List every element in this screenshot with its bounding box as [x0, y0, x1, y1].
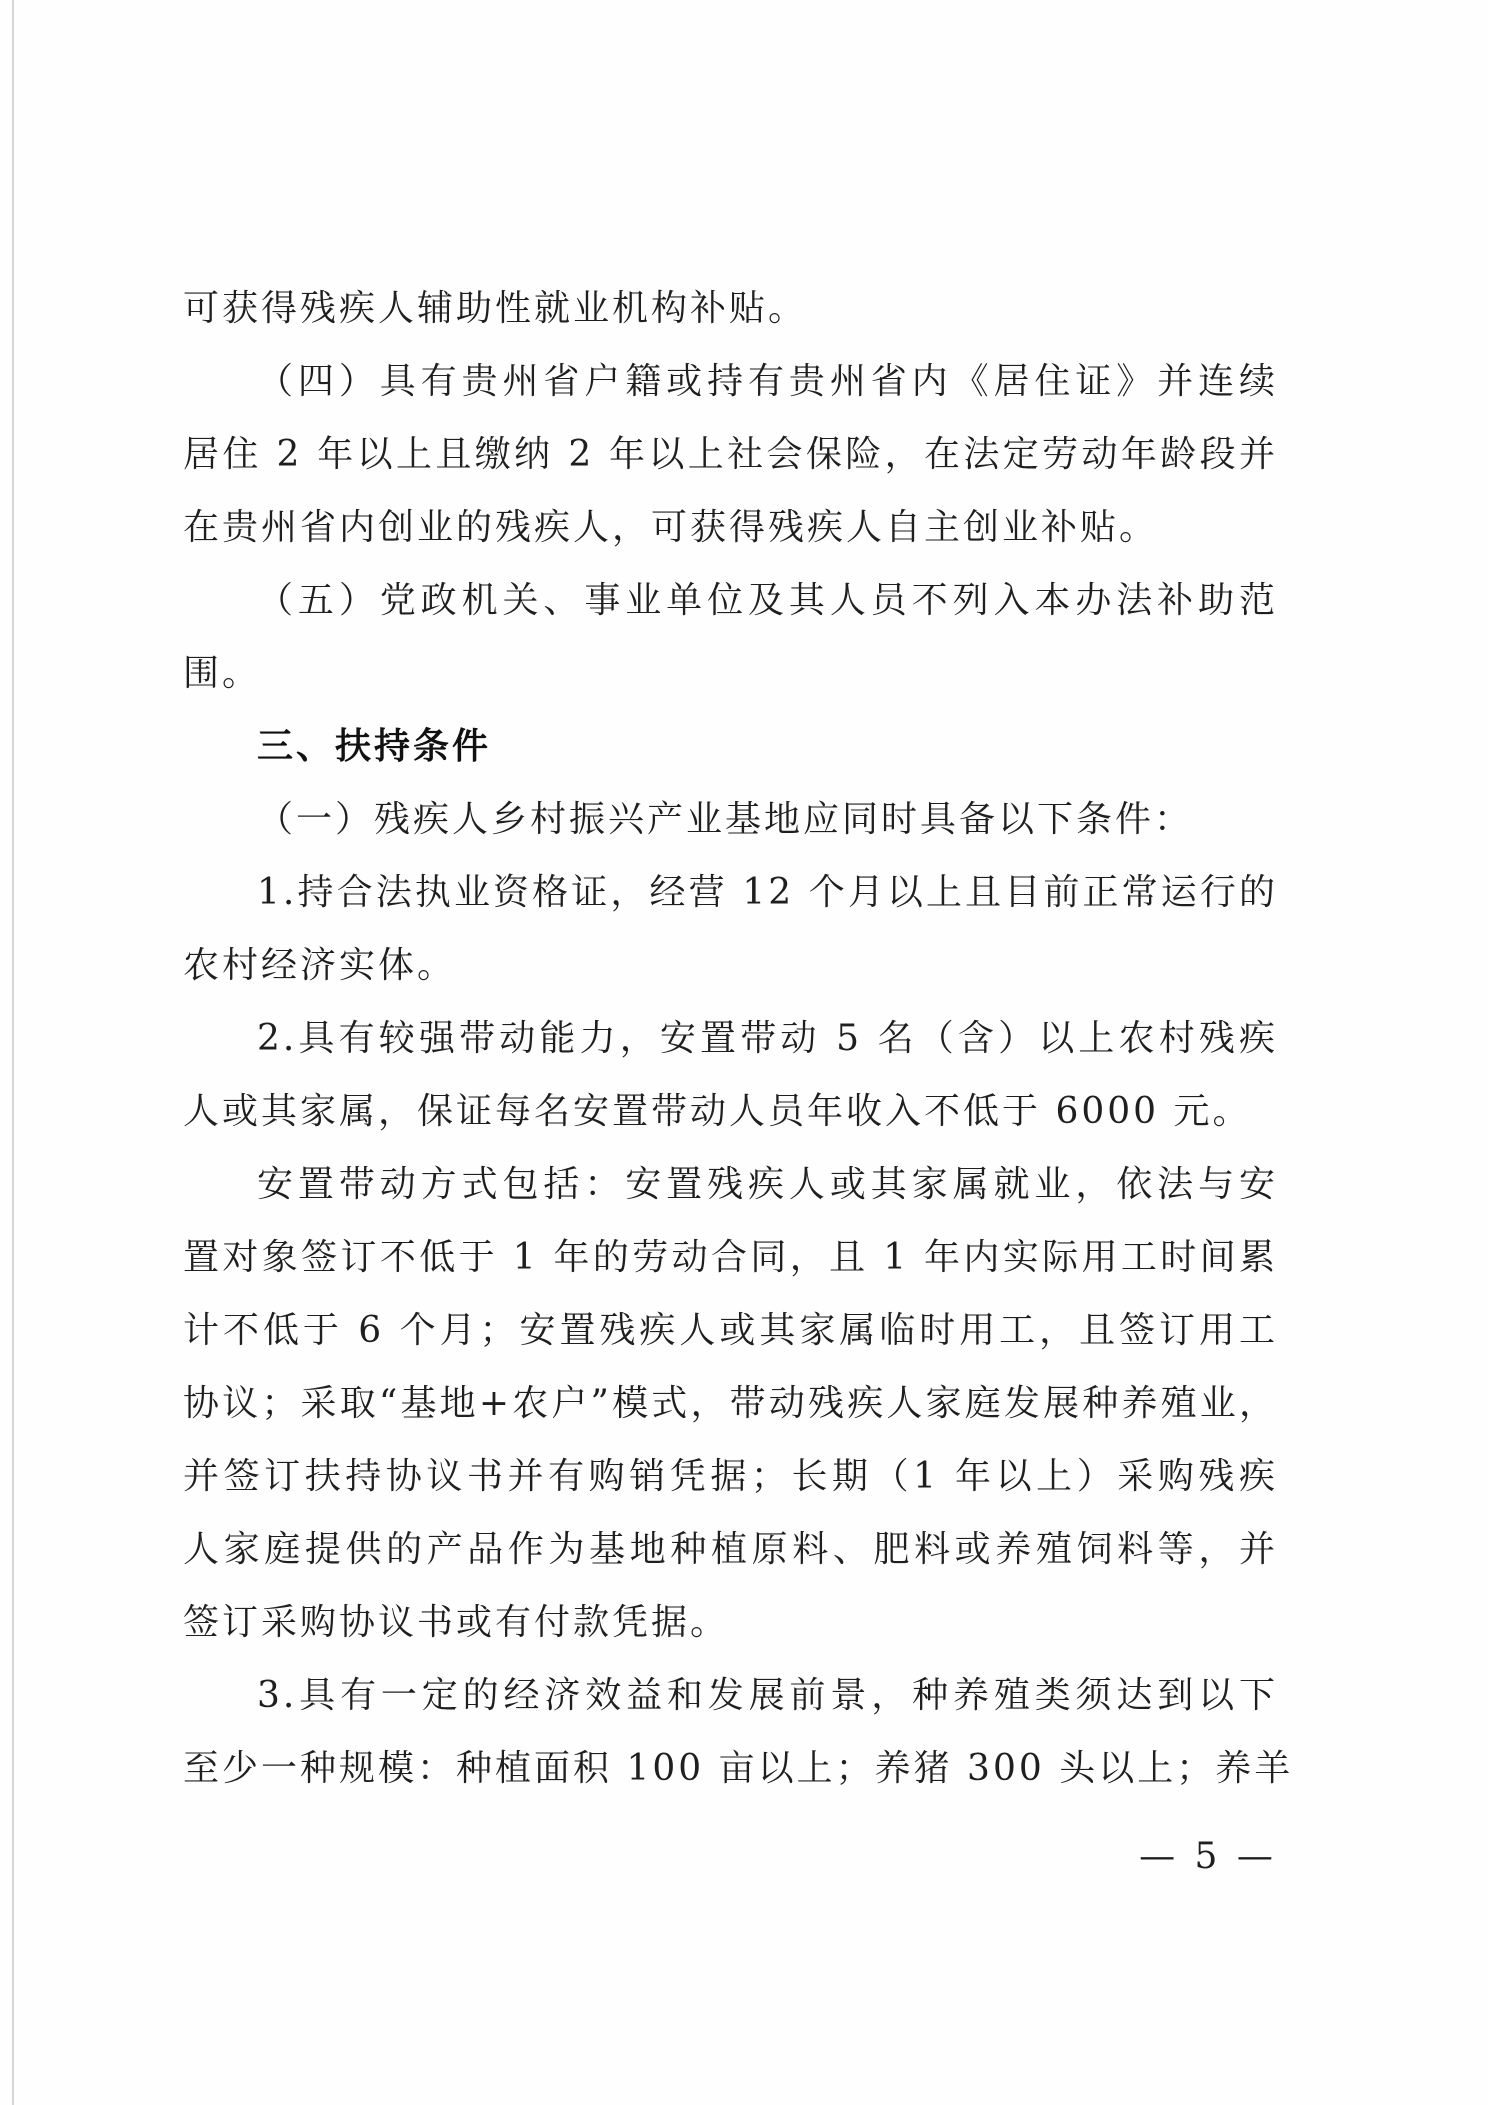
paragraph-line: 2.具有较强带动能力，安置带动 5 名（含）以上农村残疾 [257, 1018, 1278, 1059]
paragraph-line: 签订采购协议书或有付款凭据。 [183, 1602, 730, 1643]
paragraph-line: （五）党政机关、事业单位及其人员不列入本办法补助范 [257, 580, 1278, 621]
paragraph-line: 至少一种规模：种植面积 100 亩以上；养猪 300 头以上；养羊 [183, 1748, 1294, 1789]
section-heading: 三、扶持条件 [257, 726, 492, 767]
paragraph-line: （四）具有贵州省户籍或持有贵州省内《居住证》并连续 [257, 361, 1278, 402]
page-number: — 5 — [1139, 1836, 1277, 1877]
paragraph-line: 1.持合法执业资格证，经营 12 个月以上且目前正常运行的 [257, 872, 1278, 913]
paragraph-line: 计不低于 6 个月；安置残疾人或其家属临时用工，且签订用工 [183, 1310, 1278, 1351]
paragraph-line: 协议；采取“基地+农户”模式，带动残疾人家庭发展种养殖业， [183, 1383, 1278, 1424]
paragraph-line: 安置带动方式包括：安置残疾人或其家属就业，依法与安 [257, 1164, 1278, 1205]
paragraph-line: （一）残疾人乡村振兴产业基地应同时具备以下条件： [257, 799, 1194, 840]
paragraph-line: 可获得残疾人辅助性就业机构补贴。 [183, 288, 808, 329]
paragraph-line: 3.具有一定的经济效益和发展前景，种养殖类须达到以下 [257, 1675, 1278, 1716]
scan-edge-line [12, 0, 14, 2105]
paragraph-line: 农村经济实体。 [183, 945, 457, 986]
paragraph-line: 人家庭提供的产品作为基地种植原料、肥料或养殖饲料等，并 [183, 1529, 1278, 1570]
paragraph-line: 置对象签订不低于 1 年的劳动合同，且 1 年内实际用工时间累 [183, 1237, 1278, 1278]
paragraph-line: 人或其家属，保证每名安置带动人员年收入不低于 6000 元。 [183, 1091, 1252, 1132]
body-text [183, 272, 1294, 1805]
paragraph-line: 并签订扶持协议书并有购销凭据；长期（1 年以上）采购残疾 [183, 1456, 1278, 1497]
paragraph-line: 围。 [183, 653, 262, 694]
paragraph-line: 在贵州省内创业的残疾人，可获得残疾人自主创业补贴。 [183, 507, 1159, 548]
paragraph-line: 居住 2 年以上且缴纳 2 年以上社会保险，在法定劳动年龄段并 [183, 434, 1278, 475]
